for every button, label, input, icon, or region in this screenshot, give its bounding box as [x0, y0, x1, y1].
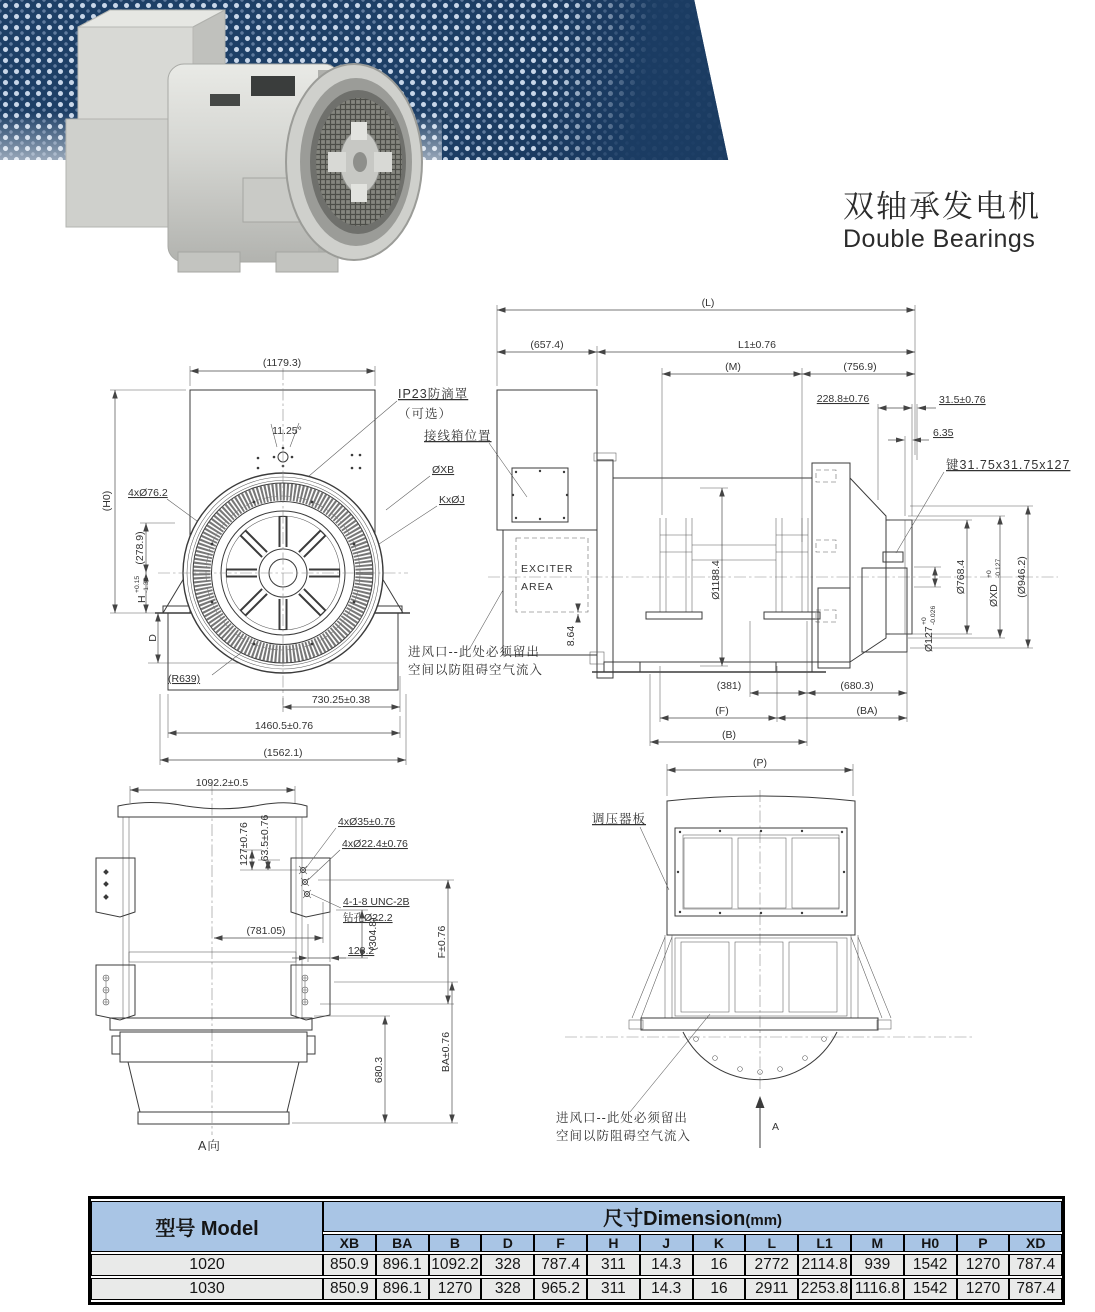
cell: 787.4 [534, 1254, 587, 1276]
cell: 311 [587, 1254, 640, 1276]
cell: 2114.8 [798, 1254, 851, 1276]
dimension-unit: (mm) [745, 1212, 783, 1229]
cell: 311 [587, 1278, 640, 1300]
page-title [843, 190, 1041, 253]
cell: 1270 [429, 1278, 482, 1300]
label-a-arrow: A [772, 1121, 780, 1133]
dim-BA: (BA) [856, 705, 878, 717]
dimension-drawing [0, 285, 1095, 1197]
cell: 1092.2 [429, 1254, 482, 1276]
cell: 14.3 [640, 1278, 693, 1300]
dim-L1: L1±0.76 [738, 339, 776, 351]
dim-127-tol-bot: -0.026 [930, 605, 937, 625]
label-ip23-optional: （可选） [398, 407, 453, 421]
dim-h-tol-top: +0.15 [134, 575, 141, 593]
col-k: K [693, 1234, 746, 1252]
dim-F: (F) [715, 705, 729, 717]
dim-1562: (1562.1) [263, 747, 303, 759]
cell: 16 [693, 1254, 746, 1276]
col-h0: H0 [904, 1234, 957, 1252]
col-p: P [957, 1234, 1010, 1252]
col-l1: L1 [798, 1234, 851, 1252]
dimension-table [88, 1196, 1065, 1305]
cell: 1270 [957, 1254, 1010, 1276]
cell: 850.9 [323, 1254, 376, 1276]
col-j: J [640, 1234, 693, 1252]
dim-278: (278.9) [134, 531, 146, 565]
cell: 787.4 [1009, 1278, 1062, 1300]
dim-xd-tol-top: +0 [986, 570, 993, 578]
air-inlet-note-2: 空间以防阻碍空气流入 [408, 663, 544, 677]
cell: 16 [693, 1278, 746, 1300]
front-view [101, 357, 527, 765]
dim-127: Ø127 [923, 626, 935, 652]
label-shaft-key: 键31.75x31.75x127 [946, 458, 1071, 472]
cell: 14.3 [640, 1254, 693, 1276]
dimension-header-text: 尺寸Dimension [603, 1208, 746, 1230]
col-l: L [745, 1234, 798, 1252]
cell: 1270 [957, 1278, 1010, 1300]
cell: 939 [851, 1254, 904, 1276]
model-header: 型号 Model [91, 1201, 323, 1252]
exciter-area-label-1: EXCITER [521, 563, 574, 575]
air-inlet-note-1: 进风口--此处必须留出 [408, 645, 540, 659]
col-xd: XD [1009, 1234, 1062, 1252]
dim-680t: 680.3 [373, 1056, 385, 1084]
dim-xd-tol-bot: -0.127 [995, 558, 1002, 578]
generator-photo [18, 2, 438, 277]
dim-top-width: (1179.3) [262, 357, 302, 369]
dim-304: (304.8) [367, 917, 379, 951]
col-f: F [534, 1234, 587, 1252]
dim-angle: 11.25° [272, 425, 302, 437]
dim-h: H [136, 595, 148, 603]
cell: 328 [481, 1254, 534, 1276]
col-ba: BA [376, 1234, 429, 1252]
dim-M: (M) [725, 361, 741, 373]
dim-864: 8.64 [565, 625, 577, 647]
dim-B: (B) [722, 729, 736, 741]
cell: 896.1 [376, 1278, 429, 1300]
dim-946: (Ø946.2) [1016, 556, 1028, 598]
dim-bolt-holes: 4xØ76.2 [128, 487, 168, 499]
label-regulator: 调压器板 [592, 812, 647, 826]
table-row-1030 [91, 1278, 1062, 1300]
dim-h0: (H0) [101, 490, 113, 512]
label-xb: ØXB [432, 464, 455, 476]
side-view [408, 297, 1070, 746]
dimension-header [323, 1201, 1062, 1232]
col-m: M [851, 1234, 904, 1252]
dim-635: 6.35 [933, 427, 954, 439]
cell: 1542 [904, 1278, 957, 1300]
label-a-view: A向 [198, 1139, 221, 1153]
internal-supports [660, 518, 808, 612]
col-d: D [481, 1234, 534, 1252]
dim-781: (781.05) [246, 925, 286, 937]
dim-228: 228.8±0.76 [816, 393, 870, 405]
dim-4x22: 4xØ22.4±0.76 [342, 838, 408, 850]
dim-1092: 1092.2±0.5 [195, 777, 249, 789]
dim-Ft: F±0.76 [436, 925, 448, 959]
dim-381: (381) [716, 680, 742, 692]
dim-756: (756.9) [843, 361, 877, 373]
dim-4x35: 4xØ35±0.76 [338, 816, 396, 828]
cell: 2772 [745, 1254, 798, 1276]
rear-top-view [556, 757, 975, 1148]
dim-h-tol-bot: -1.36 [143, 577, 150, 593]
cell: 850.9 [323, 1278, 376, 1300]
dim-127t: 127±0.76 [238, 822, 250, 866]
exciter-area-label-2: AREA [521, 581, 554, 593]
dim-1460: 1460.5±0.76 [254, 720, 314, 732]
dim-680: (680.3) [840, 680, 874, 692]
dim-315: 31.5±0.76 [939, 394, 986, 406]
dim-BAt: BA±0.76 [440, 1031, 452, 1073]
dim-63: 63.5±0.76 [259, 814, 271, 862]
dim-128: 128.2 [348, 945, 375, 957]
dim-730: 730.25±0.38 [311, 694, 371, 706]
rear-air-inlet-note-2: 空间以防阻碍空气流入 [556, 1129, 692, 1143]
label-junction-box: 接线箱位置 [424, 429, 492, 443]
label-ip23: IP23防滴罩 [398, 387, 469, 401]
dim-L: (L) [701, 297, 715, 309]
title-chinese: 双轴承发电机 [843, 189, 1041, 224]
dim-1188: Ø1188.4 [710, 560, 722, 600]
table-row-1020 [91, 1254, 1062, 1276]
model-1020: 1020 [91, 1254, 323, 1276]
dim-r639: (R639) [168, 673, 201, 685]
bottom-view-a [96, 777, 458, 1153]
cell: 2253.8 [798, 1278, 851, 1300]
col-b: B [429, 1234, 482, 1252]
col-xb: XB [323, 1234, 376, 1252]
label-drill: 钻孔Ø22.2 [343, 912, 393, 924]
label-kxj: KxØJ [439, 494, 465, 506]
rear-air-inlet-note-1: 进风口--此处必须留出 [556, 1111, 688, 1125]
lower-bracket-holes [103, 975, 308, 1005]
cell: 1116.8 [851, 1278, 904, 1300]
bracket-holes [103, 869, 109, 900]
cell: 965.2 [534, 1278, 587, 1300]
cell: 328 [481, 1278, 534, 1300]
dim-657: (657.4) [530, 339, 564, 351]
dim-127-tol-top: +0 [921, 617, 928, 625]
dim-d: D [147, 634, 159, 642]
dim-768: Ø768.4 [955, 559, 967, 595]
cell: 896.1 [376, 1254, 429, 1276]
col-h: H [587, 1234, 640, 1252]
cell: 2911 [745, 1278, 798, 1300]
cell: 1542 [904, 1254, 957, 1276]
label-unc: 4-1-8 UNC-2B [343, 896, 410, 908]
cell: 787.4 [1009, 1254, 1062, 1276]
dim-P: (P) [753, 757, 767, 769]
dim-xd: ØXD [988, 584, 1000, 607]
model-1030: 1030 [91, 1278, 323, 1300]
title-english: Double Bearings [843, 224, 1036, 253]
